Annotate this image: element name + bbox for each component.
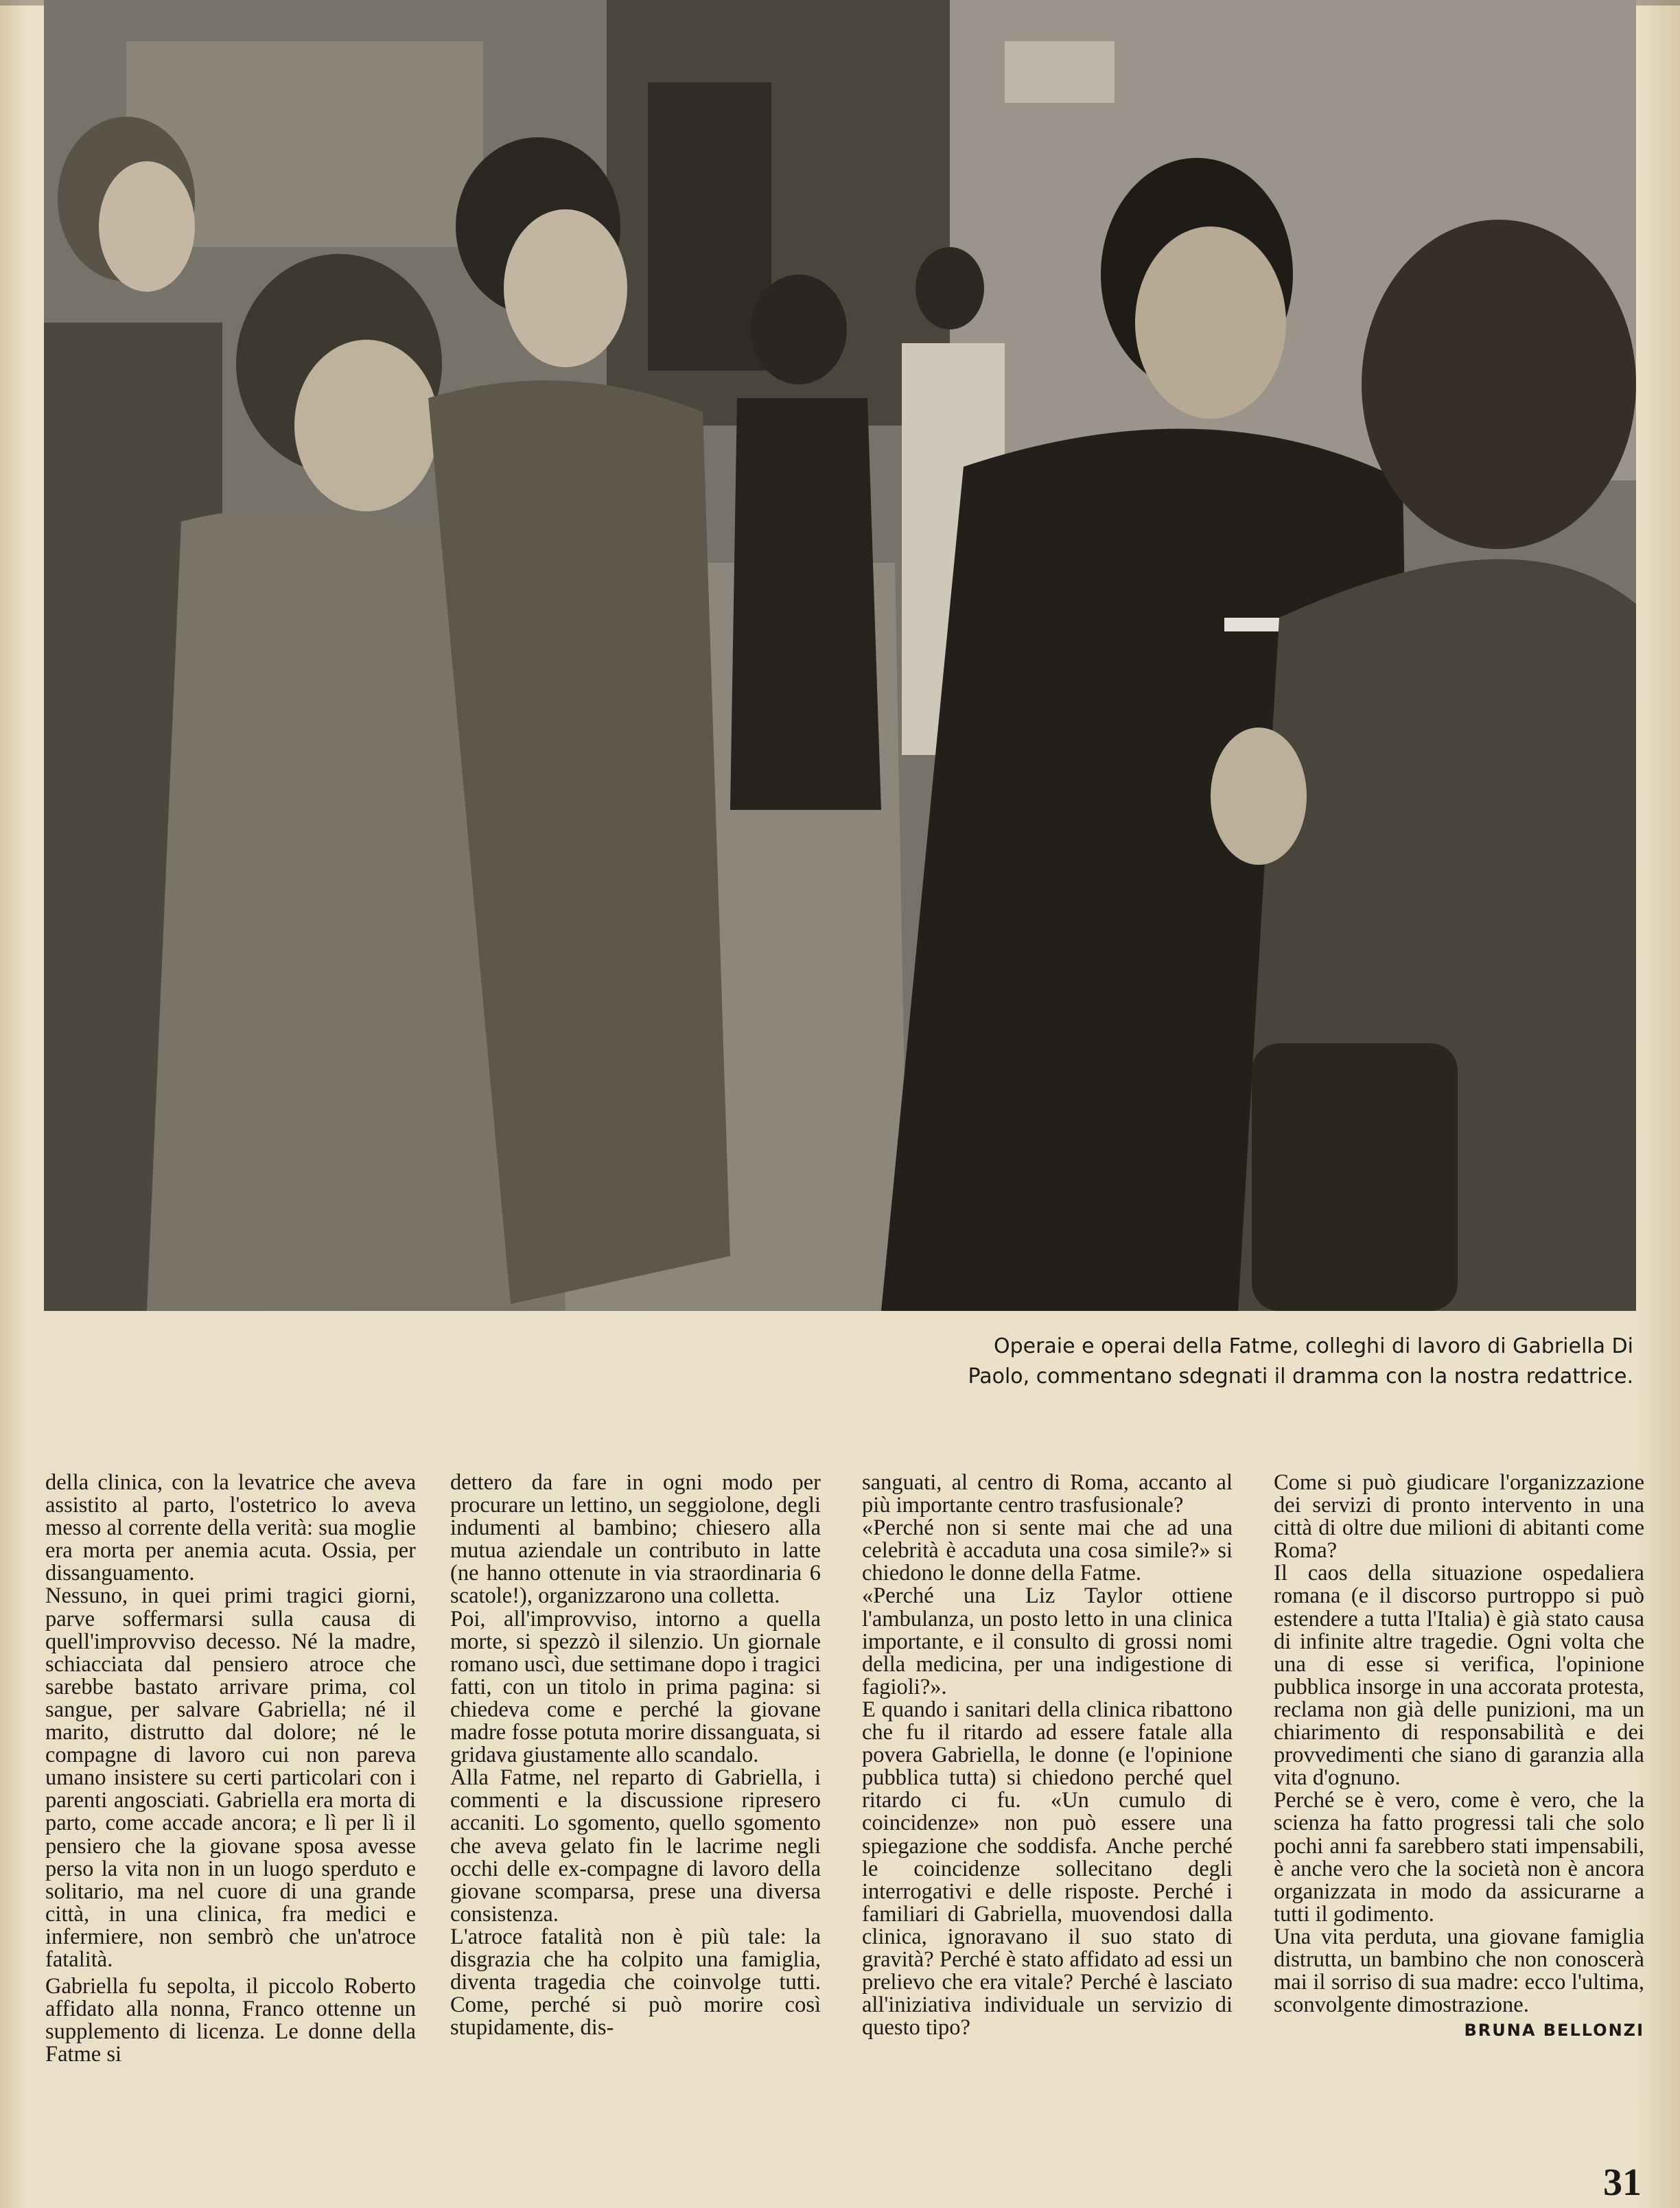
paragraph: E quando i sanitari della clinica ribattono che fu il ritardo ad essere fatale alla povera Gabriella, le donne (e l'opinione pubblica tutta) si chiedono perché quel ritardo ci fu. «Un cumulo di coincidenze» non può essere una spiegazione che soddisfa. Anche perché le coincidenze sollecitano degli interrogativi e delle risposte. Perché i familiari di Gabriella, muovendosi dalla clinica, ignoravano il suo stato di gravità? Perché è stato affidato ad essi un prelievo che era vitale? Perché è lasciato all'iniziativa individuale un servizio di questo tipo? [862, 1697, 1233, 2041]
paragraph: Nessuno, in quei primi tragici giorni, parve soffermarsi sulla causa di quell'improvviso decesso. Né la madre, schiacciata dal pensiero atroce che sarebbe bastato arrivare prima, col sangue, per salvare Gabriella; né il marito, distrutto dal dolore; né le compagne di lavoro cui non pareva umano insistere su certi particolari con i parenti angosciati. Gabriella era morta di parto, come accade ancora; e lì per lì il pensiero che la giovane sposa avesse perso la vita non in un luogo sperduto e solitario, ma nel cuore di una grande città, in una clinica, fra medici e infermiere, non sembrò che un'atroce fatalità. [45, 1583, 416, 1972]
paragraph: «Perché una Liz Taylor ottiene l'ambulanza, un posto letto in una clinica importante, e il consulto di grossi nomi della medicina, per una indigestione di fagioli?». [862, 1583, 1233, 1699]
paragraph: dettero da fare in ogni modo per procurare un lettino, un seggiolone, degli indumenti al bambino; chiesero alla mutua aziendale un contributo in latte (ne hanno ottenute in via straordinaria 6 scatole!), organizzarono una colletta. [450, 1470, 821, 1609]
article-column-4 [1274, 1472, 1644, 2042]
paragraph: Perché se è vero, come è vero, che la scienza ha fatto progressi tali che solo pochi anni fa sarebbero stati impensabili, è anche vero che la società non è ancora organizzata in modo da assicurarne a tutti il godimento. [1274, 1788, 1644, 1927]
article-body [45, 1472, 1644, 2158]
page-number: 31 [1603, 2161, 1642, 2204]
paragraph: Alla Fatme, nel reparto di Gabriella, i commenti e la discussione ripresero accaniti. Lo sgomento, quello sgomento che aveva gelato fin le lacrime negli occhi delle ex-compagne di lavoro della giovane scomparsa, prese una diversa consistenza. [450, 1765, 821, 1927]
article-column-1 [45, 1472, 416, 2066]
paragraph: Come si può giudicare l'organizzazione dei servizi di pronto intervento in una città di oltre due milioni di abitanti come Roma? [1274, 1470, 1644, 1564]
author-byline: BRUNA BELLONZI [1464, 2021, 1644, 2041]
article-column-2 [450, 1472, 821, 2039]
news-photograph [44, 0, 1636, 1311]
paragraph: Poi, all'improvviso, intorno a quella morte, si spezzò il silenzio. Un giornale romano uscì, due settimane dopo i tragici fatti, con un titolo in prima pagina: si chiedeva come e perché la giovane madre fosse potuta morire dissanguata, si gridava giustamente allo scandalo. [450, 1606, 821, 1768]
paragraph: Una vita perduta, una giovane famiglia distrutta, un bambino che non conoscerà mai il sorriso di sua madre: ecco l'ultima, sconvolgente dimostrazione. [1274, 1924, 1644, 2018]
article-column-3 [862, 1472, 1233, 2039]
paragraph: Gabriella fu sepolta, il piccolo Roberto affidato alla nonna, Franco ottenne un supplemento di licenza. Le donne della Fatme si [45, 1974, 416, 2067]
paragraph: L'atroce fatalità non è più tale: la disgrazia che ha colpito una famiglia, diventa tragedia che coinvolge tutti. Come, perché si può morire così stupidamente, dis- [450, 1924, 821, 2041]
paragraph: Il caos della situazione ospedaliera romana (e il discorso purtroppo si può estendere a tutta l'Italia) è già stato causa di infinite altre tragedie. Ogni volta che una di esse si verifica, l'opinione pubblica insorge in una accorata protesta, reclama non già delle punizioni, ma un chiarimento di responsabilità e dei provvedimenti che siano di garanzia alla vita d'ognuno. [1274, 1561, 1644, 1791]
paragraph: della clinica, con la levatrice che aveva assistito al parto, l'ostetrico lo aveva messo al corrente della verità: sua moglie era morta per anemia acuta. Ossia, per dissanguamento. [45, 1470, 416, 1586]
photo-caption: Operaie e operai della Fatme, colleghi di lavoro di Gabriella Di Paolo, commentano sdegnati il dramma con la nostra redattrice. [968, 1334, 1633, 1388]
paragraph: sanguati, al centro di Roma, accanto al più importante centro trasfusionale? [862, 1470, 1233, 1518]
paragraph: «Perché non si sente mai che ad una celebrità è accaduta una cosa simile?» si chiedono le donne della Fatme. [862, 1515, 1233, 1586]
